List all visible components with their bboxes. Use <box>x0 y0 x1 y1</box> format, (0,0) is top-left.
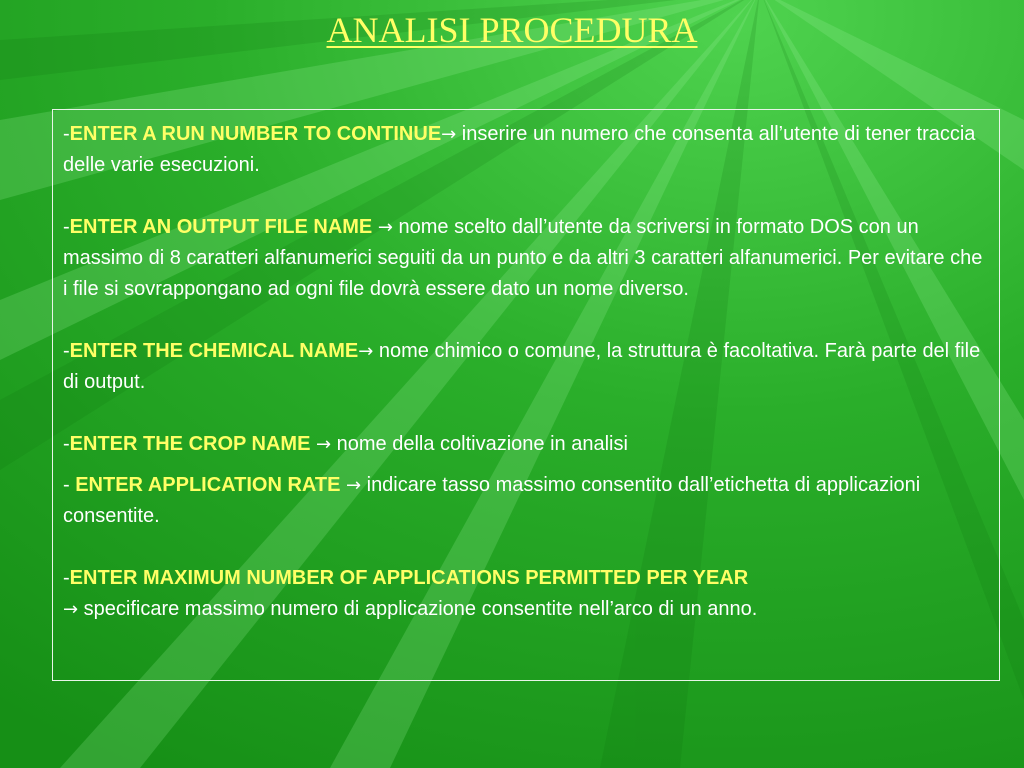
list-item-output-file-name <box>63 212 989 305</box>
item-description: indicare tasso massimo consentito dall’etichetta di applicazioni consentite. <box>63 474 921 527</box>
item-keyword: ENTER APPLICATION RATE <box>75 474 346 496</box>
item-keyword: ENTER THE CROP NAME <box>69 433 316 455</box>
item-description: specificare massimo numero di applicazione consentite nell’arco di un anno. <box>78 598 758 620</box>
arrow-right-icon: → <box>63 599 79 620</box>
item-description: inserire un numero che consenta all’utente di tener traccia delle varie esecuzioni. <box>63 123 976 176</box>
arrow-right-icon: → <box>316 434 332 455</box>
item-keyword: ENTER AN OUTPUT FILE NAME <box>69 216 378 238</box>
list-item-run-number <box>63 119 989 181</box>
item-prefix: - <box>63 474 76 496</box>
arrow-right-icon: → <box>377 217 393 238</box>
item-keyword: ENTER MAXIMUM NUMBER OF APPLICATIONS PERMITTED PER YEAR <box>69 567 749 589</box>
slide-title <box>0 8 1024 52</box>
item-prefix: - <box>63 123 70 145</box>
arrow-right-icon: → <box>345 475 362 496</box>
procedure-content-box <box>52 109 1000 681</box>
item-prefix: - <box>63 433 70 455</box>
item-keyword: ENTER THE CHEMICAL NAME <box>69 340 359 362</box>
item-description: nome della coltivazione in analisi <box>331 433 628 455</box>
list-item-application-rate <box>63 470 989 532</box>
arrow-right-icon: → <box>441 124 457 145</box>
item-description: nome chimico o comune, la struttura è facoltativa. Farà parte del file di output. <box>63 340 981 393</box>
arrow-right-icon: → <box>358 341 374 362</box>
list-item-max-applications <box>63 563 989 625</box>
item-prefix: - <box>63 340 70 362</box>
item-keyword: ENTER A RUN NUMBER TO CONTINUE <box>69 123 442 145</box>
list-item-chemical-name <box>63 336 989 398</box>
list-item-crop-name <box>63 429 989 460</box>
slide-title-text: ANALISI PROCEDURA <box>326 10 698 50</box>
item-prefix: - <box>63 216 70 238</box>
item-prefix: - <box>63 567 70 589</box>
item-description: nome scelto dall’utente da scriversi in formato DOS con un massimo di 8 caratteri alfanumerici seguiti da un punto e da altri 3 caratteri alfanumerici. Per evitare che i file si sovrappongano ad ogni file dovrà essere dato un nome diverso. <box>63 216 983 300</box>
